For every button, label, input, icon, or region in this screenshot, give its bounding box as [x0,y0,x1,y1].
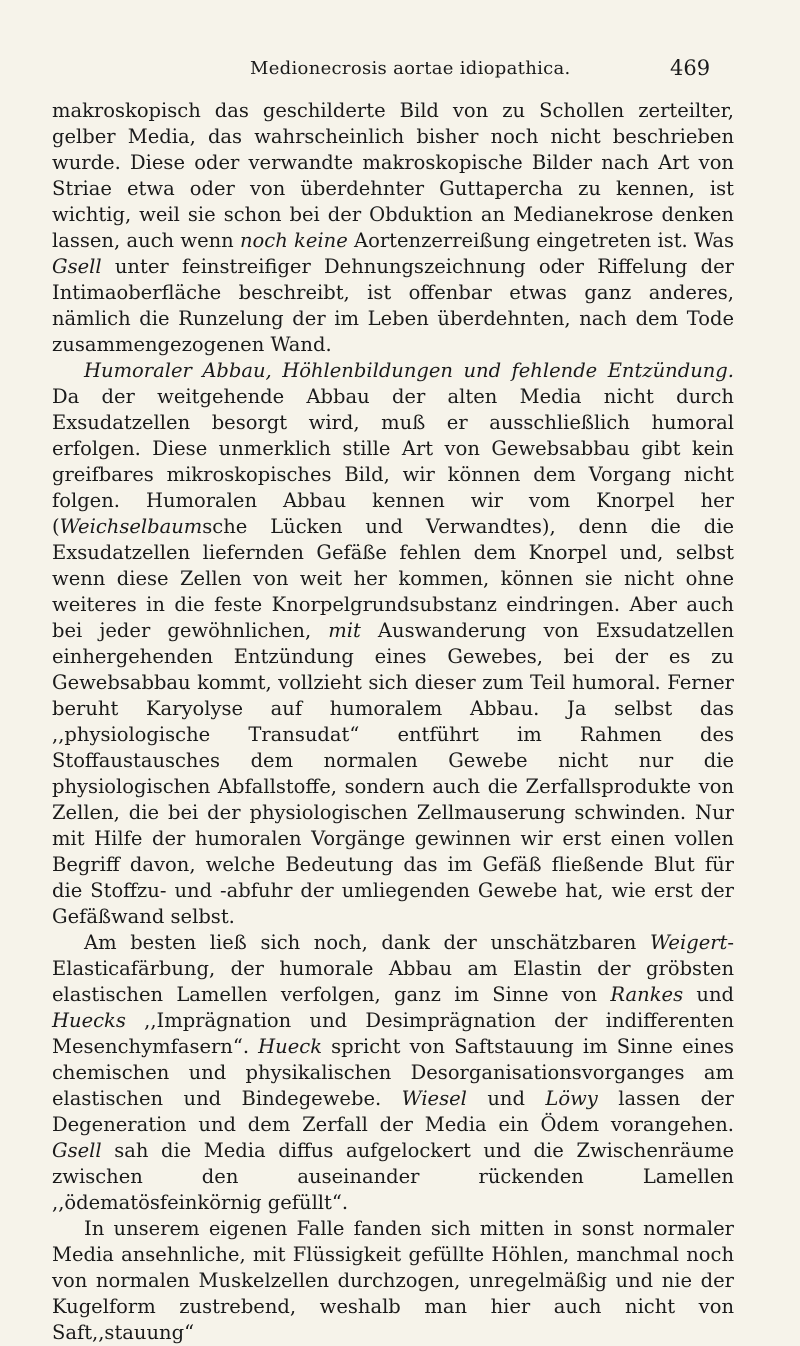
page-header [0,52,800,88]
body-text [52,98,734,1346]
text-run: lassen der Degeneration und dem Zerfall der Media ein Ödem vorangehen. [52,1087,735,1136]
italic-text: noch keine [240,229,348,252]
text-run: makroskopisch das geschilderte Bild von zu Schollen zerteilter, gelber Media, das wahrscheinlich bisher noch nicht beschrieben wurde. Diese oder verwandte makroskopische Bilder nach Art von Striae etwa oder von überdehnter Guttapercha zu kennen, ist wichtig, weil sie schon bei der Obduktion an Medianekrose denken lassen, auch wenn [52,99,734,252]
italic-text: Rankes [610,983,684,1006]
text-run: Da der weitgehende Abbau der alten Media nicht durch Exsudatzellen besorgt wird, muß er ausschließlich humoral erfolgen. Diese unmerklich stille Art von Gewebsabbau gibt kein greifbares mikroskopisches Bild, wir können dem Vorgang nicht folgen. Humoralen Abbau kennen wir vom Knorpel her ( [52,385,734,538]
running-title: Medionecrosis aortae idiopathica. [250,58,571,79]
text-run: sche Lücken und Verwandtes), denn die die Exsudatzellen liefernden Gefäße fehlen dem Knorpel und, selbst wenn diese Zellen von weit her kommen, können sie nicht ohne weiteres in die feste Knorpelgrundsubstanz eindringen. Aber auch bei jeder gewöhnlichen, [52,515,734,642]
italic-text: Gsell [52,1139,102,1162]
text-run: ,,Imprägnation und Desimprägnation der indifferenten Mesenchymfasern“. [52,1009,734,1058]
italic-text: Wiesel [401,1087,467,1110]
text-run: unter feinstreifiger Dehnungszeichnung oder Riffelung der Intimaoberfläche beschreibt, ist offenbar etwas ganz anderes, nämlich die Runzelung der im Leben überdehnten, nach dem Tode zusammengezogenen Wand. [52,255,734,356]
page-number: 469 [670,56,711,80]
paragraph [52,98,734,358]
text-run: und [466,1087,546,1110]
text-run: Aortenzerreißung eingetreten ist. Was [347,229,735,252]
text-run: In unserem eigenen Falle fanden sich mitten in sonst normaler Media ansehnliche, mit Flüssigkeit gefüllte Höhlen, manchmal noch von normalen Muskelzellen durchzogen, unregelmäßig und nie der Kugelform zustrebend, weshalb man hier auch nicht von Saft,,stauung“ [52,1217,734,1344]
text-run: spricht von Saftstauung im Sinne eines chemischen und physikalischen Desorganisationsvorganges am elastischen und Bindegewebe. [52,1035,734,1110]
italic-text: Weigert [649,931,728,954]
italic-text: Löwy [545,1087,598,1110]
text-run: sah die Media diffus aufgelockert und die Zwischenräume zwischen den auseinander rückenden Lamellen ,,ödematösfeinkörnig gefüllt“. [52,1139,734,1214]
italic-text: Humoraler Abbau, Höhlenbildungen und fehlende Entzündung. [84,359,734,382]
paragraph [52,1216,734,1346]
italic-text: Weichselbaum [59,515,203,538]
italic-text: Hueck [258,1035,323,1058]
italic-text: mit [328,619,361,642]
text-run: und [683,983,734,1006]
text-run: Am besten ließ sich noch, dank der unschätzbaren [84,931,650,954]
italic-text: Gsell [52,255,102,278]
paragraph [52,930,734,1216]
text-run: -Elasticafärbung, der humorale Abbau am Elastin der gröbsten elastischen Lamellen verfolgen, ganz im Sinne von [52,931,734,1006]
italic-text: Huecks [52,1009,126,1032]
paragraph [52,358,734,930]
text-run: Auswanderung von Exsudatzellen einhergehenden Entzündung eines Gewebes, bei der es zu Gewebsabbau kommt, vollzieht sich dieser zum Teil humoral. Ferner beruht Karyolyse auf humoralem Abbau. Ja selbst das ,,physiologische Transudat“ entführt im Rahmen des Stoffaustausches dem normalen Gewebe nicht nur die physiologischen Abfallstoffe, sondern auch die Zerfallsprodukte von Zellen, die bei der physiologischen Zellmauserung schwinden. Nur mit Hilfe der humoralen Vorgänge gewinnen wir erst einen vollen Begriff davon, welche Bedeutung das im Gefäß fließende Blut für die Stoffzu- und -abfuhr der umliegenden Gewebe hat, wie erst der Gefäßwand selbst. [52,619,734,928]
